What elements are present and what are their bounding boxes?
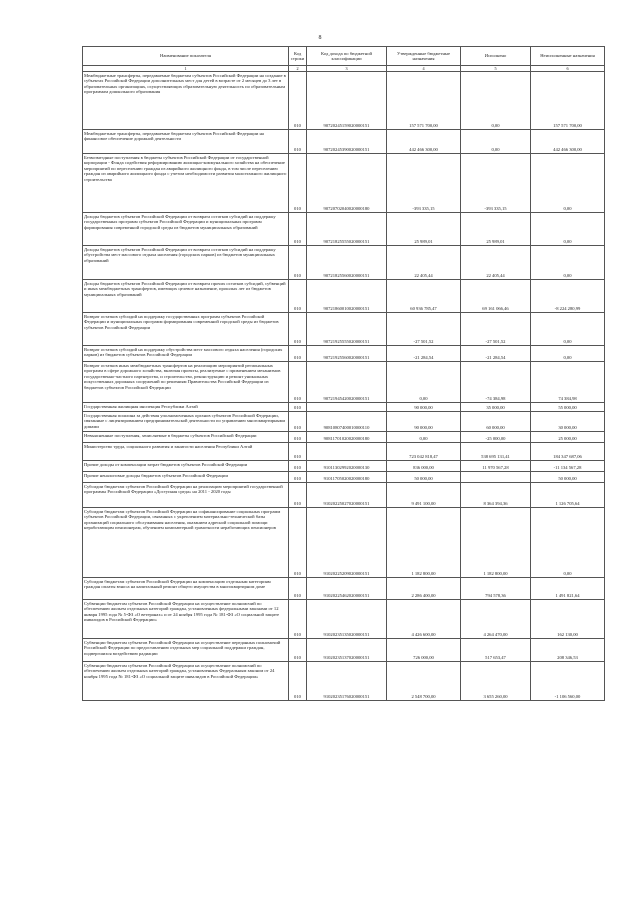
row-approved-amount: 2 286 400,00 — [387, 578, 461, 600]
row-executed-amount: 3 655 260,00 — [461, 662, 531, 701]
table-row — [83, 403, 605, 412]
row-unexecuted-amount: 184 347 687,06 — [531, 443, 605, 461]
table-row — [83, 154, 605, 213]
row-executed-amount: 794 578,36 — [461, 578, 531, 600]
row-line-code: 010 — [289, 412, 307, 432]
row-unexecuted-amount: 442 466 300,00 — [531, 130, 605, 154]
row-budget-code: 91020225462020000151 — [307, 578, 387, 600]
row-executed-amount: 517 653,47 — [461, 639, 531, 662]
row-executed-amount: 35 000,00 — [461, 403, 531, 412]
row-indicator-name: Министерство труда, социального развития и занятости населения Республики Алтай — [83, 443, 289, 461]
row-approved-amount: 90 000,00 — [387, 403, 461, 412]
row-line-code: 010 — [289, 280, 307, 313]
header-line-code: Код строки — [289, 47, 307, 66]
row-line-code: 010 — [289, 639, 307, 662]
table-row — [83, 130, 605, 154]
row-line-code: 010 — [289, 472, 307, 483]
row-unexecuted-amount: 55 000,00 — [531, 403, 605, 412]
row-unexecuted-amount: 50 000,00 — [531, 472, 605, 483]
row-line-code: 010 — [289, 130, 307, 154]
row-budget-code: 90720245159020000151 — [307, 72, 387, 130]
column-number: 6 — [531, 66, 605, 72]
table-row — [83, 246, 605, 280]
row-unexecuted-amount: 30 000,00 — [531, 412, 605, 432]
row-unexecuted-amount: 0,00 — [531, 213, 605, 246]
row-budget-code: 91011302992020000130 — [307, 461, 387, 472]
header-approved: Утвержденные бюджетные назначения — [387, 47, 461, 66]
row-unexecuted-amount: 1 126 705,64 — [531, 483, 605, 508]
row-executed-amount: -25 000,00 — [461, 432, 531, 443]
row-approved-amount: 1 182 800,00 — [387, 508, 461, 578]
row-line-code: 010 — [289, 403, 307, 412]
column-number: 2 — [289, 66, 307, 72]
table-row — [83, 662, 605, 701]
table-row — [83, 313, 605, 346]
table-row — [83, 432, 605, 443]
table-row — [83, 443, 605, 461]
row-unexecuted-amount: 162 130,00 — [531, 600, 605, 639]
row-approved-amount: 726 000,00 — [387, 639, 461, 662]
row-executed-amount: 538 695 131,41 — [461, 443, 531, 461]
row-budget-code: 90721825555020000151 — [307, 213, 387, 246]
row-approved-amount: 157 571 700,00 — [387, 72, 461, 130]
row-line-code: 010 — [289, 483, 307, 508]
row-indicator-name: Государственная жилищная инспекция Республики Алтай — [83, 403, 289, 412]
row-unexecuted-amount: -11 134 567,28 — [531, 461, 605, 472]
table-row — [83, 280, 605, 313]
row-approved-amount: 60 936 785,47 — [387, 280, 461, 313]
row-approved-amount: 723 042 818,47 — [387, 443, 461, 461]
row-line-code: 010 — [289, 461, 307, 472]
table-row — [83, 472, 605, 483]
row-executed-amount: 60 000,00 — [461, 412, 531, 432]
row-budget-code: 91020225027020000151 — [307, 483, 387, 508]
table-row — [83, 346, 605, 362]
row-line-code: 010 — [289, 213, 307, 246]
row-approved-amount: 90 000,00 — [387, 412, 461, 432]
row-unexecuted-amount: 25 000,00 — [531, 432, 605, 443]
header-budget-code: Код дохода по бюджетной классификации — [307, 47, 387, 66]
row-unexecuted-amount: 74 384,98 — [531, 362, 605, 403]
row-budget-code: 90721860010020000151 — [307, 280, 387, 313]
row-approved-amount: 0,00 — [387, 432, 461, 443]
row-unexecuted-amount: 0,00 — [531, 246, 605, 280]
row-executed-amount: -393 335,15 — [461, 154, 531, 213]
column-number: 1 — [83, 66, 289, 72]
row-approved-amount: 2 548 700,00 — [387, 662, 461, 701]
row-unexecuted-amount: -1 106 560,00 — [531, 662, 605, 701]
row-executed-amount: 25 989,01 — [461, 213, 531, 246]
row-indicator-name: Доходы бюджетов субъектов Российской Федерации от возврата остатков субсидий на поддержку государственных программ субъектов Российской Федерации и муниципальных программ формирования современной городской среды из бюджетов муниципальных образований — [83, 213, 289, 246]
row-approved-amount: 50 000,00 — [387, 472, 461, 483]
income-report-table — [82, 46, 605, 701]
row-budget-code: 90721825560020000151 — [307, 246, 387, 280]
row-unexecuted-amount: 157 571 700,00 — [531, 72, 605, 130]
table-row — [83, 600, 605, 639]
row-unexecuted-amount: 1 491 821,64 — [531, 578, 605, 600]
row-approved-amount: 836 000,00 — [387, 461, 461, 472]
column-number: 3 — [307, 66, 387, 72]
table-row — [83, 578, 605, 600]
row-line-code: 010 — [289, 346, 307, 362]
row-budget-code: 90811701020020000180 — [307, 432, 387, 443]
row-unexecuted-amount: -8 224 280,99 — [531, 280, 605, 313]
row-budget-code: 90721925560020000151 — [307, 346, 387, 362]
row-budget-code: 91020225209020000151 — [307, 508, 387, 578]
row-indicator-name: Межбюджетные трансферты, передаваемые бюджетам субъектов Российской Федерации на финансовое обеспечение дорожной деятельности — [83, 130, 289, 154]
row-budget-code: 91020235135020000151 — [307, 600, 387, 639]
row-approved-amount: -21 284,54 — [387, 346, 461, 362]
row-executed-amount: 22 405,44 — [461, 246, 531, 280]
row-budget-code: 91020235176020000151 — [307, 662, 387, 701]
table-row — [83, 461, 605, 472]
row-budget-code: 91020235137020000151 — [307, 639, 387, 662]
row-approved-amount: -27 501,52 — [387, 313, 461, 346]
row-approved-amount: 442 466 300,00 — [387, 130, 461, 154]
row-approved-amount: 22 405,44 — [387, 246, 461, 280]
row-executed-amount: -27 501,52 — [461, 313, 531, 346]
row-approved-amount: 25 989,01 — [387, 213, 461, 246]
row-approved-amount: 4 426 600,00 — [387, 600, 461, 639]
row-line-code: 010 — [289, 662, 307, 701]
header-row — [83, 47, 605, 66]
row-indicator-name: Возврат остатков иных межбюджетных трансфертов на реализацию мероприятий региональных программ в сфере дорожного хозяйства, включая проекты, реализуемые с применением механизмов государственно-частного партнерства, и строительство, реконструкцию и ремонт уникальных искусственных дорожных сооружений по решениям Правительства Российской Федерации из бюджетов субъектов Российской Федерации — [83, 362, 289, 403]
row-budget-code — [307, 403, 387, 412]
row-indicator-name: Возврат остатков субсидий на поддержку обустройства мест массового отдыха населения (городских парков) из бюджетов субъектов Российской Федерации — [83, 346, 289, 362]
table-row — [83, 412, 605, 432]
row-line-code: 010 — [289, 443, 307, 461]
row-indicator-name: Доходы бюджетов субъектов Российской Федерации от возврата остатков субсидий на поддержку обустройства мест массового отдыха населения (городских парков) из бюджетов муниципальных образований — [83, 246, 289, 280]
row-approved-amount: 0,00 — [387, 362, 461, 403]
table-row — [83, 72, 605, 130]
row-indicator-name: Доходы бюджетов субъектов Российской Федерации от возврата прочих остатков субсидий, субвенций и иных межбюджетных трансфертов, имеющих целевое назначение, прошлых лет из бюджетов муниципальных образований — [83, 280, 289, 313]
row-indicator-name: Прочие неналоговые доходы бюджетов субъектов Российской Федерации — [83, 472, 289, 483]
row-line-code: 010 — [289, 578, 307, 600]
row-executed-amount: -21 284,54 — [461, 346, 531, 362]
row-budget-code — [307, 443, 387, 461]
row-budget-code: 90720245390020000151 — [307, 130, 387, 154]
column-number: 4 — [387, 66, 461, 72]
row-executed-amount: 11 970 567,28 — [461, 461, 531, 472]
row-indicator-name: Субсидии бюджетам субъектов Российской Федерации на реализацию мероприятий государственной программы Российской Федерации «Доступная среда» на 2011 - 2020 годы — [83, 483, 289, 508]
row-executed-amount: 0,00 — [461, 72, 531, 130]
header-unexecuted: Неисполненные назначения — [531, 47, 605, 66]
row-indicator-name: Субвенции бюджетам субъектов Российской Федерации на осуществление полномочий по обеспечению жильем отдельных категорий граждан, установленных Федеральным законом от 24 ноября 1995 года № 181-ФЗ «О социальной защите инвалидов в Российской Федерации» — [83, 662, 289, 701]
row-executed-amount: 8 364 394,36 — [461, 483, 531, 508]
row-executed-amount — [461, 472, 531, 483]
row-budget-code: 90810807400010000110 — [307, 412, 387, 432]
row-budget-code: 90720702040020000180 — [307, 154, 387, 213]
row-indicator-name: Субвенции бюджетам субъектов Российской Федерации на осуществление полномочий по обеспечению жильем отдельных категорий граждан, установленных федеральными законами от 12 января 1995 года № 5-ФЗ «О ветеранах» и от 24 ноября 1995 года № 181-ФЗ «О социальной защите инвалидов в Российской Федерации» — [83, 600, 289, 639]
row-indicator-name: Субвенции бюджетам субъектов Российской Федерации на осуществление переданных полномочий Российской Федерации по предоставлению отдельных мер социальной поддержки граждан, подвергшихся воздействию радиации — [83, 639, 289, 662]
row-indicator-name: Государственная пошлина за действия уполномоченных органов субъектов Российской Федерации, связанные с лицензированием предпринимательской деятельности по управлению многоквартирными домами — [83, 412, 289, 432]
row-line-code: 010 — [289, 600, 307, 639]
row-budget-code: 91011705020020000180 — [307, 472, 387, 483]
row-budget-code: 90721925555020000151 — [307, 313, 387, 346]
row-line-code: 010 — [289, 432, 307, 443]
row-indicator-name: Субсидии бюджетам субъектов Российской Федерации на софинансирование социальных программ субъектов Российской Федерации, связанных с укреплением материально-технической базы организаций социального обслуживания населения, оказанием адресной социальной помощи неработающим пенсионерам, обучением компьютерной грамотности неработающих пенсионеров — [83, 508, 289, 578]
row-indicator-name: Прочие доходы от компенсации затрат бюджетов субъектов Российской Федерации — [83, 461, 289, 472]
header-indicator-name: Наименование показателя — [83, 47, 289, 66]
row-indicator-name: Возврат остатков субсидий на поддержку государственных программ субъектов Российской Федерации и муниципальных программ формирования современной городской среды из бюджетов субъектов Российской Федерации — [83, 313, 289, 346]
row-line-code: 010 — [289, 362, 307, 403]
row-executed-amount: 4 264 470,00 — [461, 600, 531, 639]
row-indicator-name: Межбюджетные трансферты, передаваемые бюджетам субъектов Российской Федерации на создание в субъектах Российской Федерации дополнительных мест для детей в возрасте от 2 месяцев до 3 лет в образовательных организациях, осуществляющих образовательную деятельность по образовательным программам дошкольного образования — [83, 72, 289, 130]
row-executed-amount: -74 384,98 — [461, 362, 531, 403]
row-executed-amount: 1 182 800,00 — [461, 508, 531, 578]
row-unexecuted-amount: 0,00 — [531, 508, 605, 578]
table-row — [83, 639, 605, 662]
row-approved-amount: -393 335,15 — [387, 154, 461, 213]
row-line-code: 010 — [289, 313, 307, 346]
row-line-code: 010 — [289, 72, 307, 130]
page-number: 8 — [318, 35, 322, 41]
row-unexecuted-amount: 0,00 — [531, 313, 605, 346]
row-executed-amount: 0,00 — [461, 130, 531, 154]
table-row — [83, 483, 605, 508]
table-row — [83, 213, 605, 246]
row-approved-amount: 9 491 100,00 — [387, 483, 461, 508]
row-line-code: 010 — [289, 508, 307, 578]
table-row — [83, 362, 605, 403]
row-budget-code: 90721945420020000151 — [307, 362, 387, 403]
row-indicator-name: Субсидии бюджетам субъектов Российской Федерации на компенсацию отдельным категориям граждан оплаты взноса на капитальный ремонт общего имущества в многоквартирном доме — [83, 578, 289, 600]
row-unexecuted-amount: 208 346,53 — [531, 639, 605, 662]
row-unexecuted-amount: 0,00 — [531, 346, 605, 362]
row-executed-amount: 69 161 066,46 — [461, 280, 531, 313]
row-indicator-name: Безвозмездные поступления в бюджеты субъектов Российской Федерации от государственной корпорации - Фонда содействия реформированию жилищно-коммунального хозяйства на обеспечение мероприятий по переселению граждан из аварийного жилищного фонда, в том числе переселению граждан из аварийного жилищного фонда с учетом необходимости развития малоэтажного жилищного строительства — [83, 154, 289, 213]
table-row — [83, 508, 605, 578]
column-number: 5 — [461, 66, 531, 72]
row-line-code: 010 — [289, 154, 307, 213]
row-line-code: 010 — [289, 246, 307, 280]
row-indicator-name: Невыясненные поступления, зачисляемые в бюджеты субъектов Российской Федерации — [83, 432, 289, 443]
header-executed: Исполнено — [461, 47, 531, 66]
row-unexecuted-amount: 0,00 — [531, 154, 605, 213]
